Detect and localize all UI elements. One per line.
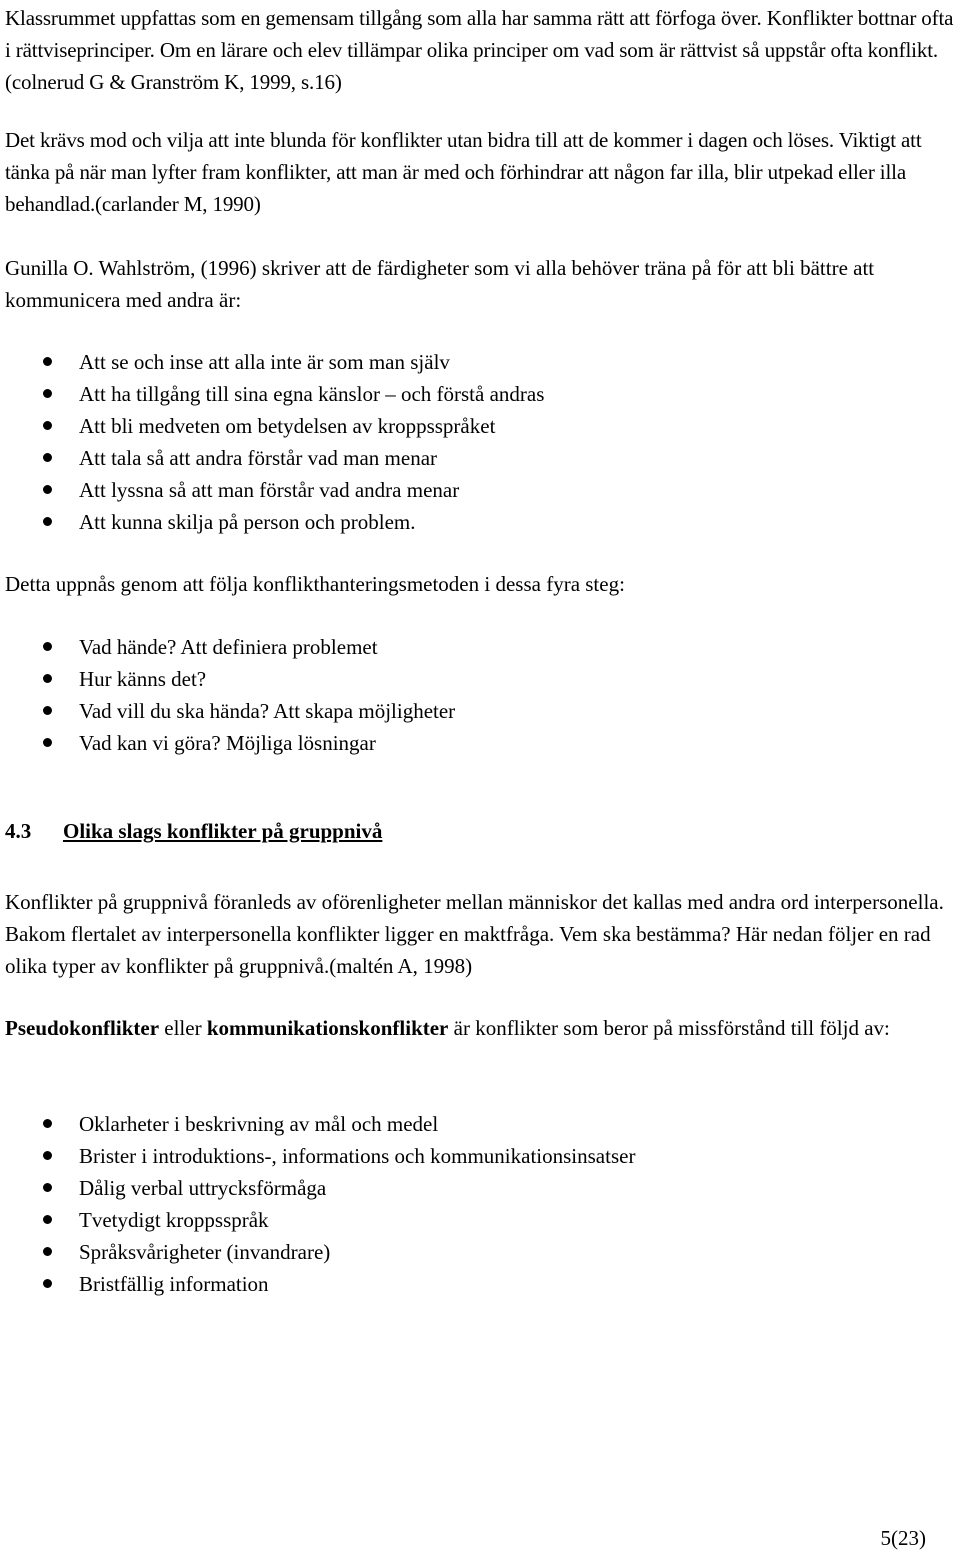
paragraph-text: Det krävs mod och vilja att inte blunda för konflikter utan bidra till att de kommer i dagen och löses. Viktigt att tänka på när man lyfter fram konflikter, att man är med och förhindrar att någon far illa, blir utpekad eller illa behandlad.(carlander M, 1990)	[5, 128, 922, 216]
paragraph-gruppniva	[5, 886, 955, 982]
list-item-text: Vad hände? Att definiera problemet	[79, 635, 378, 659]
list-item	[5, 1204, 955, 1236]
list-item	[5, 695, 955, 727]
bullet-icon	[43, 1119, 52, 1128]
bullet-icon	[43, 706, 52, 715]
list-item	[5, 1236, 955, 1268]
term-pseudokonflikter: Pseudokonflikter	[5, 1016, 160, 1040]
paragraph-fyra-steg	[5, 568, 955, 600]
term-kommunikationskonflikter: kommunikationskonflikter	[206, 1016, 449, 1040]
list-item	[5, 442, 955, 474]
bullet-icon	[43, 1215, 52, 1224]
paragraph-mod-och-vilja	[5, 124, 955, 220]
bullet-icon	[43, 1247, 52, 1256]
list-item	[5, 1140, 955, 1172]
list-item	[5, 410, 955, 442]
section-title	[5, 815, 955, 847]
paragraph-text: Konflikter på gruppnivå föranleds av oförenligheter mellan människor det kallas med andra ord interpersonella. Bakom flertalet av interpersonella konflikter ligger en maktfråga. Vem ska bestämma? Här nedan följer en rad olika typer av konflikter på gruppnivå.(maltén A, 1998)	[5, 890, 944, 978]
steps-list	[5, 631, 955, 759]
bullet-icon	[43, 389, 52, 398]
paragraph-text: Detta uppnås genom att följa konflikthanteringsmetoden i dessa fyra steg:	[5, 572, 625, 596]
bullet-icon	[43, 1279, 52, 1288]
bullet-icon	[43, 357, 52, 366]
list-item-text: Hur känns det?	[79, 667, 207, 691]
list-item-text: Att bli medveten om betydelsen av kroppsspråket	[79, 414, 496, 438]
list-item	[5, 1108, 955, 1140]
list-item-text: Att lyssna så att man förstår vad andra menar	[79, 478, 460, 502]
list-item-text: Bristfällig information	[79, 1272, 269, 1296]
paragraph-wahlstrom	[5, 252, 955, 316]
bullet-icon	[43, 421, 52, 430]
bullet-icon	[43, 674, 52, 683]
list-item-text: Att tala så att andra förstår vad man menar	[79, 446, 438, 470]
list-item	[5, 727, 955, 759]
connector-text: eller	[159, 1016, 207, 1040]
list-item-text: Dålig verbal uttrycksförmåga	[79, 1176, 327, 1200]
paragraph-text: Klassrummet uppfattas som en gemensam tillgång som alla har samma rätt att förfoga över. Konflikter bottnar ofta i rättviseprinciper. Om en lärare och elev tillämpar olika principer om vad som är rättvist så uppstår ofta konflikt.(colnerud G & Granström K, 1999, s.16)	[5, 6, 954, 94]
causes-list	[5, 1108, 955, 1300]
list-item	[5, 474, 955, 506]
list-item-text: Vad kan vi göra? Möjliga lösningar	[79, 731, 376, 755]
list-item-text: Oklarheter i beskrivning av mål och medel	[79, 1112, 439, 1136]
list-item-text: Att ha tillgång till sina egna känslor – och förstå andras	[79, 382, 545, 406]
list-item	[5, 378, 955, 410]
bullet-icon	[43, 1183, 52, 1192]
paragraph-rest-text: är konflikter som beror på missförstånd till följd av:	[448, 1016, 890, 1040]
list-item-text: Tvetydigt kroppsspråk	[79, 1208, 269, 1232]
paragraph-text: Gunilla O. Wahlström, (1996) skriver att de färdigheter som vi alla behöver träna på för att bli bättre att kommunicera med andra är:	[5, 256, 875, 312]
list-item	[5, 663, 955, 695]
paragraph-text	[5, 1012, 955, 1044]
list-item	[5, 506, 955, 538]
skills-list	[5, 346, 955, 538]
list-item-text: Språksvårigheter (invandrare)	[79, 1240, 331, 1264]
page-number: 5(23)	[880, 1526, 926, 1550]
section-number: 4.3	[5, 819, 32, 843]
list-item	[5, 1268, 955, 1300]
list-item-text: Att kunna skilja på person och problem.	[79, 510, 416, 534]
list-item-text: Brister i introduktions-, informations och kommunikationsinsatser	[79, 1144, 636, 1168]
paragraph-rattviseprinciper	[5, 2, 955, 98]
list-item	[5, 631, 955, 663]
section-title-text: Olika slags konflikter på gruppnivå	[63, 819, 383, 843]
paragraph-pseudokonflikter	[5, 1012, 955, 1044]
bullet-icon	[43, 1151, 52, 1160]
list-item	[5, 346, 955, 378]
list-item-text: Att se och inse att alla inte är som man själv	[79, 350, 450, 374]
bullet-icon	[43, 453, 52, 462]
bullet-icon	[43, 517, 52, 526]
list-item-text: Vad vill du ska hända? Att skapa möjligheter	[79, 699, 456, 723]
list-item	[5, 1172, 955, 1204]
bullet-icon	[43, 642, 52, 651]
bullet-icon	[43, 738, 52, 747]
bullet-icon	[43, 485, 52, 494]
section-heading	[5, 815, 955, 847]
